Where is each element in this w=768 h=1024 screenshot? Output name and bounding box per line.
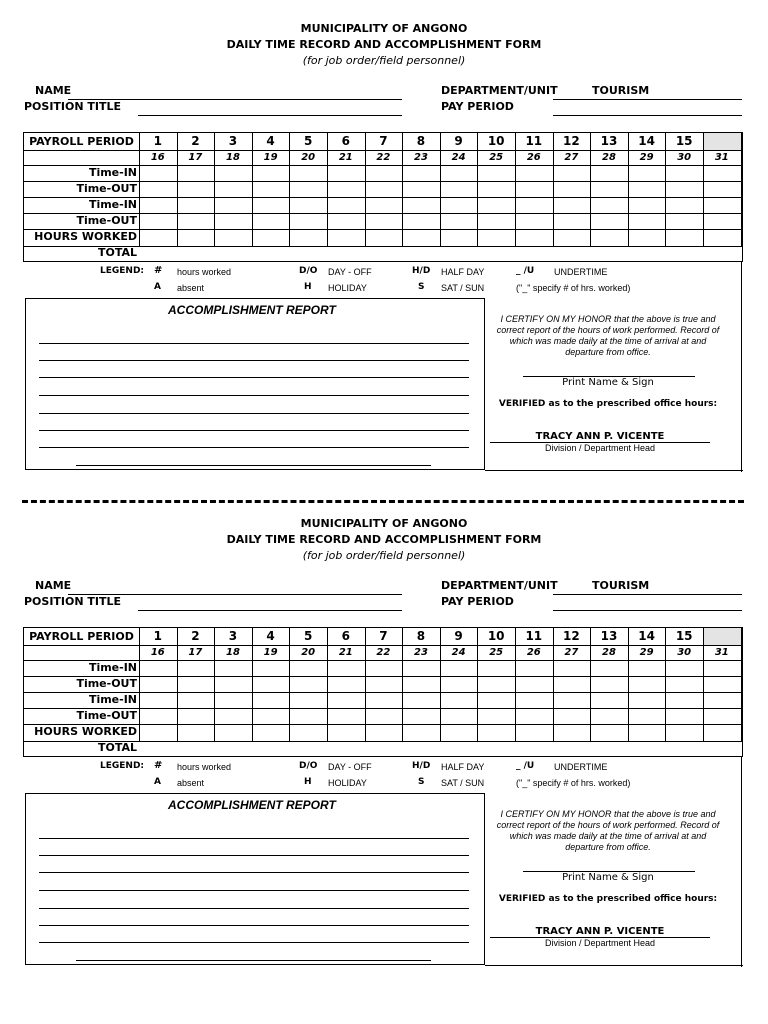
legend [23,757,743,791]
payroll-period-label: PAYROLL PERIOD [29,630,134,643]
day-header: 24 [451,152,466,163]
day-header: 14 [638,629,655,643]
grid-line [289,133,290,246]
legend-key: S [418,282,425,292]
department-field[interactable] [553,594,742,595]
print-name-label: Print Name & Sign [562,377,654,388]
row-label: HOURS WORKED [34,725,137,738]
accomplishment-section [23,296,743,472]
legend-key: H/D [412,761,431,771]
day-header: 21 [338,647,353,658]
report-line[interactable] [39,942,469,943]
grid-line [665,133,666,246]
day-header: 31 [714,647,729,658]
legend-text: HALF DAY [441,267,485,277]
accomplishment-section [23,791,743,967]
day-header: 2 [191,629,200,643]
day-header: 15 [675,629,693,643]
accomplishment-box [25,793,485,965]
legend-key: # [154,265,163,276]
grid-line [703,133,704,246]
day-header: 4 [266,629,275,643]
day-header: 17 [188,647,203,658]
payroll-grid [23,132,743,262]
grid-line [139,628,140,741]
position-label: POSITION TITLE [24,595,122,608]
day-header: 9 [454,134,463,148]
report-line[interactable] [39,925,469,926]
day-header: 18 [226,152,240,163]
position-label: POSITION TITLE [24,100,122,113]
report-line[interactable] [76,465,431,466]
name-label: NAME [35,579,72,592]
grid-line [590,133,591,246]
report-line[interactable] [39,343,469,344]
grid-line [402,628,403,741]
row-label: Time-OUT [76,214,137,227]
report-line[interactable] [39,872,469,873]
legend-key: H [304,282,312,292]
department-label: DEPARTMENT/UNIT [441,579,558,592]
day-header: 1 [153,134,162,148]
grid-line [628,133,629,246]
day-header: 27 [564,152,579,163]
grid-line [24,645,742,646]
report-line[interactable] [39,413,469,414]
day-header: 7 [379,629,388,643]
head-title: Division / Department Head [544,938,656,948]
municipality-title: MUNICIPALITY OF ANGONO [300,517,468,530]
verified-text: VERIFIED as to the prescribed office hours: [498,399,718,409]
row-label: Time-IN [88,166,137,179]
department-value: TOURISM [592,579,650,592]
report-line[interactable] [39,377,469,378]
report-line[interactable] [39,855,469,856]
grid-line [741,757,742,791]
report-line[interactable] [39,360,469,361]
report-line[interactable] [39,890,469,891]
day-header: 23 [414,152,428,163]
pay-period-field[interactable] [553,115,742,116]
day-header: 20 [301,152,316,163]
legend-key: H/D [412,266,431,276]
day-header: 10 [487,629,505,643]
legend-text: absent [177,283,205,293]
grid-line [402,133,403,246]
grid-line [365,133,366,246]
grid-line [741,133,742,246]
grid-line [139,133,140,246]
day-header: 16 [150,647,165,658]
head-name: TRACY ANN P. VICENTE [535,926,665,937]
head-name: TRACY ANN P. VICENTE [535,431,665,442]
day-header: 6 [341,134,350,148]
grid-line [365,628,366,741]
day-header: 21 [338,152,353,163]
day-header: 25 [489,152,504,163]
grid-line [628,628,629,741]
pay-period-field[interactable] [553,610,742,611]
day-header: 11 [525,134,543,148]
day-header: 31 [714,152,729,163]
day-header: 26 [526,152,541,163]
grid-line [741,296,742,472]
grid-line [252,133,253,246]
day-header: 5 [304,629,313,643]
report-line[interactable] [39,395,469,396]
form-title: DAILY TIME RECORD AND ACCOMPLISHMENT FORM [226,38,542,51]
position-field[interactable] [138,115,402,116]
day-header: 4 [266,134,275,148]
day-header: 3 [228,134,238,148]
row-label: TOTAL [97,246,137,259]
name-label: NAME [35,84,72,97]
grid-line [485,470,743,471]
day-header: 24 [451,647,466,658]
grid-line [553,628,554,741]
legend-text: UNDERTIME [554,267,608,277]
certification-text: I CERTIFY ON MY HONOR that the above is true and correct report of the hours of work performed. Record of which was made daily at the time of arrival at and departure from office. [496,809,720,852]
grid-line [214,133,215,246]
legend-key: D/O [299,266,318,276]
day-header: 17 [188,152,203,163]
day-header: 14 [638,134,655,148]
grid-line [252,628,253,741]
legend-key: D/O [299,761,318,771]
day-header: 28 [602,647,616,658]
day-header: 19 [263,152,278,163]
legend-text: hours worked [177,762,232,772]
grid-line [440,133,441,246]
row-label: Time-IN [88,693,137,706]
day-header: 2 [191,134,200,148]
form-title: DAILY TIME RECORD AND ACCOMPLISHMENT FORM [226,533,542,546]
pay-period-label: PAY PERIOD [441,595,514,608]
grid-line [477,133,478,246]
legend-text: absent [177,778,205,788]
day-header: 6 [341,629,350,643]
grid-line [327,133,328,246]
grid-line [703,628,704,741]
dtr-form-1 [0,0,768,490]
grid-line [214,628,215,741]
day-header: 27 [564,647,579,658]
day-header: 8 [416,629,426,643]
day-header: 23 [414,647,428,658]
legend-text: hours worked [177,267,232,277]
legend-text: HALF DAY [441,762,485,772]
payroll-period-label: PAYROLL PERIOD [29,135,134,148]
day-header: 9 [454,629,463,643]
legend-key: _ /U [516,761,535,771]
grid-line [440,628,441,741]
grid-line [24,150,742,151]
row-label: HOURS WORKED [34,230,137,243]
department-label: DEPARTMENT/UNIT [441,84,558,97]
row-label: Time-OUT [76,182,137,195]
day-header: 5 [304,134,313,148]
accomplishment-title: ACCOMPLISHMENT REPORT [168,303,336,317]
legend-label: LEGEND: [100,761,145,771]
legend-text: UNDERTIME [554,762,608,772]
legend-key: A [154,777,161,787]
day-header: 13 [600,629,618,643]
day-header: 30 [677,647,692,658]
grid-line [741,628,742,741]
grid-line [289,628,290,741]
shaded-cell [703,628,742,645]
day-header: 7 [379,134,388,148]
day-header: 16 [150,152,165,163]
day-header: 20 [301,647,316,658]
day-header: 8 [416,134,426,148]
grid-line [515,628,516,741]
legend-text: SAT / SUN [441,778,485,788]
accomplishment-box [25,298,485,470]
day-header: 30 [677,152,692,163]
certification-text: I CERTIFY ON MY HONOR that the above is true and correct report of the hours of work performed. Record of which was made daily at the time of arrival at and departure from office. [496,314,720,357]
day-header: 25 [489,647,504,658]
grid-line [177,133,178,246]
day-header: 18 [226,647,240,658]
payroll-grid [23,627,743,757]
legend-text: ("_" specify # of hrs. worked) [516,778,631,788]
grid-line [665,628,666,741]
legend-text: DAY - OFF [328,762,372,772]
day-header: 22 [376,152,391,163]
day-header: 19 [263,647,278,658]
legend-key: S [418,777,425,787]
legend-key: H [304,777,312,787]
grid-line [177,628,178,741]
grid-line [485,965,743,966]
report-line[interactable] [39,838,469,839]
report-line[interactable] [39,430,469,431]
verified-text: VERIFIED as to the prescribed office hours: [498,894,718,904]
form-subtitle: (for job order/field personnel) [302,54,466,67]
day-header: 22 [376,647,391,658]
department-value: TOURISM [592,84,650,97]
print-name-label: Print Name & Sign [562,872,654,883]
legend-label: LEGEND: [100,266,145,276]
legend-key: # [154,760,163,771]
legend-key: _ /U [516,266,535,276]
grid-line [590,628,591,741]
day-header: 3 [228,629,238,643]
day-header: 11 [525,629,543,643]
day-header: 12 [563,134,580,148]
department-field[interactable] [553,99,742,100]
row-label: Time-OUT [76,677,137,690]
day-header: 29 [639,152,654,163]
legend-text: DAY - OFF [328,267,372,277]
position-field[interactable] [138,610,402,611]
grid-line [515,133,516,246]
accomplishment-title: ACCOMPLISHMENT REPORT [168,798,336,812]
form-subtitle: (for job order/field personnel) [302,549,466,562]
report-line[interactable] [39,908,469,909]
row-label: Time-IN [88,198,137,211]
legend-key: A [154,282,161,292]
row-label: Time-IN [88,661,137,674]
dtr-form-2 [0,495,768,985]
legend-text: HOLIDAY [328,778,367,788]
grid-line [741,791,742,967]
legend [23,262,743,296]
day-header: 26 [526,647,541,658]
day-header: 15 [675,134,693,148]
row-label: TOTAL [97,741,137,754]
legend-text: HOLIDAY [328,283,367,293]
legend-text: ("_" specify # of hrs. worked) [516,283,631,293]
row-label: Time-OUT [76,709,137,722]
grid-line [327,628,328,741]
day-header: 28 [602,152,616,163]
head-title: Division / Department Head [544,443,656,453]
day-header: 10 [487,134,505,148]
day-header: 1 [153,629,162,643]
report-line[interactable] [76,960,431,961]
grid-line [741,262,742,296]
legend-text: SAT / SUN [441,283,485,293]
day-header: 13 [600,134,618,148]
grid-line [477,628,478,741]
grid-line [553,133,554,246]
day-header: 12 [563,629,580,643]
report-line[interactable] [39,447,469,448]
day-header: 29 [639,647,654,658]
municipality-title: MUNICIPALITY OF ANGONO [300,22,468,35]
shaded-cell [703,133,742,150]
pay-period-label: PAY PERIOD [441,100,514,113]
